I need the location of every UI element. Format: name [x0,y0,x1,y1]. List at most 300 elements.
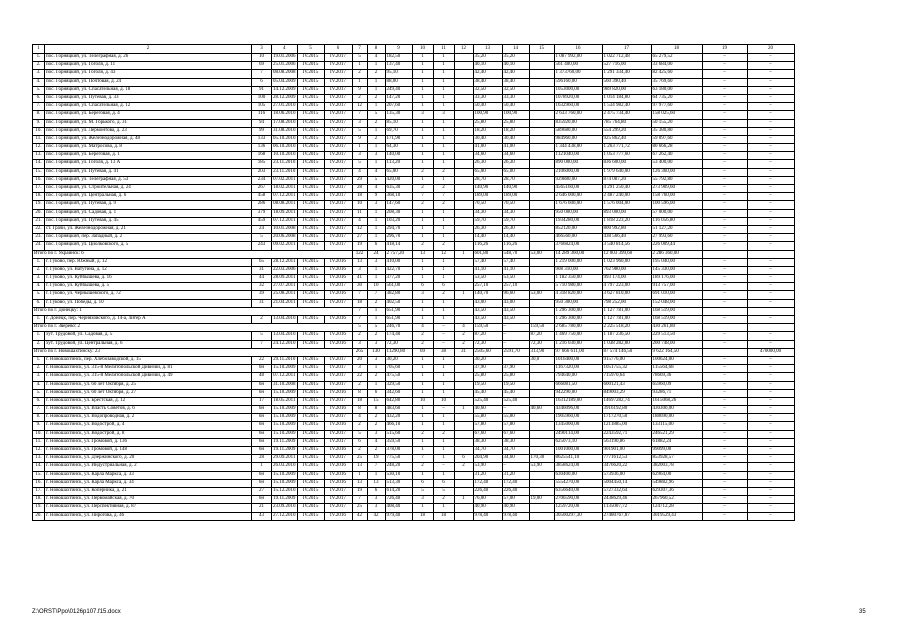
table-cell: – [433,406,454,414]
table-cell: 59,70 [473,217,502,225]
table-cell: IV.2017 [324,234,352,242]
table-cell [454,365,473,373]
table-cell: IV.2017 [324,111,352,119]
table-cell: 7. [33,406,45,414]
table-cell: 17 [252,397,272,405]
table-cell: 1 [367,381,385,389]
table-cell [454,209,473,217]
table-cell: 28,70 [502,176,529,184]
table-cell: пос. Горняцкий, ул. Железнодорожная, д. 48 [45,135,252,143]
table-cell: – [702,455,747,463]
table-cell: 950 000,00 [554,209,602,217]
table-cell: 1. [33,356,45,364]
table-cell: 140,90 [473,185,502,193]
table-cell: 1 [433,70,454,78]
table-cell: 19,00 [529,496,554,504]
table-cell: 2 [454,332,473,340]
table-cell: 1 [412,373,433,381]
table-cell: – [747,414,794,422]
table-cell: 2 [367,422,385,430]
table-cell: пос. Горняцкий, ул. Строительная, д. 24 [45,185,252,193]
table-cell: – [747,127,794,135]
table-cell: 65 [252,258,272,266]
table-cell: 5 [352,324,367,332]
table-cell: 1 087 992,00 [554,54,602,62]
table-cell: – [702,258,747,266]
table-cell: 466560,00 [554,234,602,242]
table-cell: 99 [252,127,272,135]
table-cell: 3 [252,45,272,54]
table-cell: – [747,389,794,397]
table-cell: 18,20 [473,127,502,135]
table-cell: 25.01.2006 [272,62,298,70]
table-cell: – [747,160,794,168]
table-cell: 64 735,20 [651,94,702,102]
table-cell: 2 [454,463,473,471]
table-cell: – [702,54,747,62]
table-cell: 41,10 [502,266,529,274]
table-cell: 6н [252,365,272,373]
table-cell: 15 [529,45,554,54]
table-cell: 20.06.2008 [272,234,298,242]
table-cell: 17 [602,45,651,54]
table-cell: 8 [352,406,367,414]
table-cell: 100,90 [502,111,529,119]
table-cell: 6 [367,389,385,397]
table-cell: IV.2015 [297,160,324,168]
table-cell: 836 600,00 [602,160,651,168]
table-row [33,487,795,495]
table-cell: 25,80 [502,119,529,127]
table-row [33,463,795,471]
table-row [33,479,795,487]
table-cell: 2 [412,201,433,209]
table-cell: 1. [33,54,45,62]
table-cell: 1 291 334,40 [602,70,651,78]
table-cell: 3019529,43 [651,512,702,520]
table-row [33,86,795,94]
table-cell: 1905960,00 [554,414,602,422]
table-cell: 50,40 [502,103,529,111]
table-cell: 2 [433,185,454,193]
table-cell [529,258,554,266]
table-cell: 1 [352,62,367,70]
table-cell: 1 [412,127,433,135]
table-cell: – [702,504,747,512]
table-cell: 5 [352,430,367,438]
table-cell: 30 [352,283,367,291]
table-cell: 265 [352,348,367,356]
table-cell: – [702,127,747,135]
table-cell [454,144,473,152]
table-cell: г. Новошахтинск, ул. Водопроводная, д. 2 [45,414,252,422]
table-cell: 5004450,14 [602,479,651,487]
table-cell: 561 400,00 [554,62,602,70]
table-cell: 1051755,32 [602,365,651,373]
table-cell: пос. Горняцкий, ул. Садовая, д. 1 [45,209,252,217]
table-cell: 835920,00 [554,119,602,127]
table-cell: 3 [367,504,385,512]
table-cell: 6н [252,447,272,455]
table-cell: 1 [367,144,385,152]
table-cell: 5. [33,86,45,94]
table-cell: IV.2015 [297,119,324,127]
table-cell: 1 [412,209,433,217]
table-cell: 4 [367,54,385,62]
table-cell: 1 [433,234,454,242]
table-row [33,193,795,201]
table-cell: 168 519,00 [651,316,702,324]
table-cell [454,307,473,315]
table-cell: 1 [367,266,385,274]
table-cell: 136 [252,144,272,152]
table-cell: 4 [367,168,385,176]
table-cell: 26,30 [473,225,502,233]
table-cell: IV.2017 [324,160,352,168]
table-cell: 25,80 [502,373,529,381]
table-cell: 3. [33,70,45,78]
table-cell: – [702,365,747,373]
table-cell: 85,10 [385,119,412,127]
table-cell: IV.2015 [297,176,324,184]
table-cell: 6н [252,471,272,479]
table-cell: г. Донецк, пер. Черняховского, д. 14-а, литер А [45,316,252,324]
table-cell: 1 [433,258,454,266]
table-cell [529,168,554,176]
table-cell: 1 469 750,00 [554,332,602,340]
table-cell: 525,40 [473,397,502,405]
table-cell: – [747,135,794,143]
table-cell: 31,20 [473,471,502,479]
table-cell: 3916192,80 [602,406,651,414]
table-cell: г. Новошахтинск, ул. Карла Маркса, д. 33 [45,471,252,479]
table-cell: IV.2017 [324,283,352,291]
table-cell: IV.2017 [324,356,352,364]
table-cell: 1121040,00 [554,152,602,160]
table-cell: 5 [252,234,272,242]
table-cell [454,103,473,111]
table-row [33,406,795,414]
table-cell: 1 053 777,60 [602,152,651,160]
table-cell: пос. Горняцкий, ул. Путевая, д. 33 [45,94,252,102]
table-cell: 1 [454,291,473,299]
table-cell: IV.2016 [324,266,352,274]
table-cell: 32,50 [502,86,529,94]
table-cell: 30500297,30 [554,512,602,520]
table-cell: 6н [252,430,272,438]
table-cell: г. Новошахтинск, ул. Дзержинского, д. 20 [45,455,252,463]
table-cell: 07.02.2011 [272,176,298,184]
table-cell: 23.11.2010 [272,160,298,168]
table-cell: 34,30 [473,209,502,217]
table-cell: 294,70 [385,225,412,233]
table-cell: 1 [433,365,454,373]
table-cell: г. Гуково, ул. Победы, д. 10 [45,299,252,307]
table-cell: 116,26 [473,242,502,250]
table-cell: 1632960,00 [554,103,602,111]
table-cell: 6н [252,381,272,389]
table-cell: 21.04.2011 [272,299,298,307]
table-cell: г. Новошахтинск, ул. Первомайская, д. 70 [45,496,252,504]
table-cell: 1 [433,144,454,152]
table-cell: г. Новошахтинск, ул. Водострой, д. 4 [45,422,252,430]
table-cell: 1 [433,455,454,463]
table-cell [702,307,747,315]
table-cell: 1078920,00 [554,94,602,102]
table-cell: 43 [252,512,272,520]
table-cell: 38 [433,348,454,356]
table-cell: 1 [433,373,454,381]
table-cell: 1 [412,176,433,184]
table-cell [454,479,473,487]
table-cell: 26.03.2010 [272,463,298,471]
table-cell: 466,10 [385,422,412,430]
table-cell: – [747,201,794,209]
table-cell: – [702,356,747,364]
table-row [33,512,795,520]
table-cell: 87,20 [473,332,502,340]
table-cell [529,430,554,438]
table-cell: 18.02.2011 [272,185,298,193]
table-cell: 614,20 [385,487,412,495]
table-cell: 100 596,00 [651,201,702,209]
table-cell: 5554270,00 [554,479,602,487]
table-cell: 2 [252,316,272,324]
table-row [33,168,795,176]
table-cell: пос. Горняцкий, ул. Гоголя, д. 43 [45,70,252,78]
table-cell [454,447,473,455]
table-cell: 170,30 [529,455,554,463]
table-row [33,332,795,340]
table-cell: 4. [33,381,45,389]
table-cell: 27.07.2011 [272,283,298,291]
table-row [33,135,795,143]
table-cell: 6. [33,397,45,405]
table-cell [454,201,473,209]
table-cell: 1 373760,00 [554,70,602,78]
table-cell: 3 [352,119,367,127]
table-cell: 2438629,46 [602,496,651,504]
table-cell: 7 [367,291,385,299]
table-cell: – [747,119,794,127]
table-cell: 8. [33,111,45,119]
table-cell: 3476620,22 [602,463,651,471]
table-cell: 93286,71 [651,389,702,397]
table-cell: 1 [433,504,454,512]
table-row [33,185,795,193]
table-cell: IV.2017 [324,185,352,193]
table-cell: 13.04.2010 [272,332,298,340]
table-cell: 15.10.2009 [272,406,298,414]
table-cell: 4. [33,283,45,291]
table-cell: 31 [252,266,272,274]
table-cell: 67,60 [473,430,502,438]
table-cell: 13 [473,45,502,54]
table-cell: 1 [412,422,433,430]
table-cell: IV.2016 [324,291,352,299]
table-cell: 24 [367,250,385,258]
table-cell: IV.2017 [324,225,352,233]
table-cell: 4 318 820,00 [554,291,602,299]
table-cell: 1 [433,422,454,430]
table-cell: 9. [33,422,45,430]
table-cell: 35,20 [502,54,529,62]
table-cell: 852120,00 [554,225,602,233]
table-cell: 09.02.2011 [272,242,298,250]
table-cell: 145 330,00 [651,266,702,274]
table-cell: 32 [252,283,272,291]
table-cell: 1 576 004,00 [602,201,651,209]
table-cell: – [747,185,794,193]
table-cell: пос. Горняцкий, ул. Спасательная, д. 12 [45,103,252,111]
table-cell: 1 [412,103,433,111]
table-row [33,70,795,78]
table-cell: 38,30 [502,438,529,446]
table-cell: 10. [33,127,45,135]
table-cell: – [702,487,747,495]
table-cell: г. Новошахтинск, ул. Коперника, д. 21 [45,487,252,495]
table-cell: 1135007,72 [602,504,651,512]
table-cell: 226 009,44 [651,242,702,250]
table-cell: 69,70 [385,127,412,135]
table-cell: г. Гуково, ул. Ватутина, д. 12 [45,266,252,274]
table-cell: 19. [33,504,45,512]
table-cell: 800 992,80 [602,225,651,233]
table-cell [529,176,554,184]
table-cell [454,397,473,405]
table-cell: IV.2017 [324,365,352,373]
table-cell: 116 056,80 [651,217,702,225]
table-row [33,504,795,512]
table-row [33,381,795,389]
table-cell: 41,10 [473,266,502,274]
table-cell: – [502,332,529,340]
table-cell: пос. Горняцкий, ул. Гоголя, д. 13 А [45,160,252,168]
table-cell: 19.11.2009 [272,496,298,504]
table-cell: 38,40 [502,78,529,86]
table-cell: 2 685 780,00 [554,324,602,332]
table-cell: 12. [33,144,45,152]
table-cell: 15. [33,471,45,479]
table-cell: 6 [433,283,454,291]
table-row [33,496,795,504]
table-cell: – [747,356,794,364]
table-cell: 2 [367,135,385,143]
table-cell: 1 [412,356,433,364]
table-cell: – [747,512,794,520]
table-cell: 11 [352,209,367,217]
table-row [33,275,795,283]
table-cell: – [702,340,747,348]
table-cell [702,250,747,258]
table-cell: – [747,471,794,479]
table-cell: 2 [367,119,385,127]
table-cell: 14697282,74 [602,397,651,405]
table-cell: 2 [433,168,454,176]
table-cell: 53,00 [529,250,554,258]
table-cell: IV.2017 [324,86,352,94]
table-cell: 267 [252,185,272,193]
table-cell: 34,70 [502,447,529,455]
table-cell: 13 [352,479,367,487]
table-cell: 55 792,80 [651,176,702,184]
table-cell: IV.2017 [324,94,352,102]
table-cell: 67 262,40 [651,152,702,160]
table-cell: IV.2015 [297,356,324,364]
table-cell: IV.2015 [297,447,324,455]
table-cell [747,307,794,315]
table-cell: 22 [352,373,367,381]
table-row [33,389,795,397]
table-cell: пос. Горняцкий, ул. Гоголя, д. 11 [45,62,252,70]
table-cell: – [702,217,747,225]
table-cell: IV.2016 [324,463,352,471]
table-cell: 382003,78 [651,463,702,471]
table-cell: – [747,283,794,291]
table-cell: 984960,00 [554,135,602,143]
table-cell: 2 [433,430,454,438]
table-cell: IV.2017 [324,168,352,176]
table-cell: 249,40 [385,86,412,94]
table-cell: пос. Горняцкий, ул. М. Горького, д. 31 [45,119,252,127]
table-cell: 195 040,00 [651,258,702,266]
table-cell: 2505,60 [473,348,502,356]
table-cell: 4. [33,78,45,86]
table-cell: 6н [252,438,272,446]
table-cell: IV.2015 [297,135,324,143]
table-cell: 40,10 [502,62,529,70]
table-cell: IV.2015 [297,127,324,135]
table-cell: IV.2017 [324,487,352,495]
table-cell: 1 [412,266,433,274]
table-cell: 1 [433,275,454,283]
table-cell: – [702,152,747,160]
table-cell: 130 [367,348,385,356]
table-row [33,471,795,479]
table-cell: 18,20 [502,127,529,135]
table-cell: 9 [352,135,367,143]
table-cell: 35,20 [473,54,502,62]
table-cell: IV.2015 [297,266,324,274]
table-cell: 1211885,00 [602,422,651,430]
table-cell: 1 [367,127,385,135]
table-cell: 785 764,80 [602,119,651,127]
table-cell: 8. [33,414,45,422]
table-cell: 14.12.2009 [272,86,298,94]
table-cell: 248,20 [385,463,412,471]
table-cell: 430300,00 [651,406,702,414]
table-cell: 31 [454,348,473,356]
table-cell: 226,40 [502,487,529,495]
table-cell [529,135,554,143]
table-cell: 2 225 518,20 [602,324,651,332]
table-cell: 40,90 [473,504,502,512]
table-cell: 1 [352,78,367,86]
table-cell: 07.12.2011 [272,193,298,201]
header-row [33,45,795,54]
table-cell: 853928,57 [651,455,702,463]
table-cell: 13. [33,455,45,463]
table-cell: 152 048,00 [651,299,702,307]
table-cell: 925 862,40 [602,135,651,143]
table-cell: 1. [33,332,45,340]
table-cell: 1 [367,78,385,86]
table-cell: 5. [33,291,45,299]
table-cell: – [747,94,794,102]
table-cell: 1 [433,209,454,217]
table-cell: 596160,00 [554,78,602,86]
table-cell: IV.2017 [324,430,352,438]
